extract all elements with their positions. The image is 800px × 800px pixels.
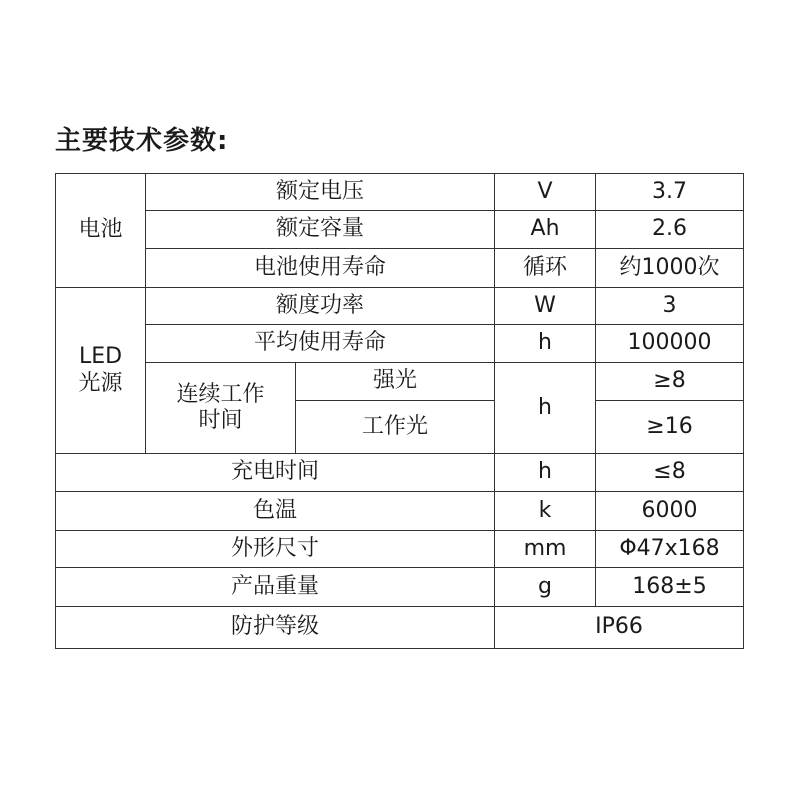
continuous-time-unit: h xyxy=(495,363,596,454)
average-life-label: 平均使用寿命 xyxy=(146,325,495,363)
continuous-time-label xyxy=(146,363,296,454)
rated-voltage-value: 3.7 xyxy=(596,174,744,211)
weight-value: 168±5 xyxy=(596,568,744,607)
battery-life-unit: 循环 xyxy=(495,249,596,288)
led-group-cell xyxy=(56,288,146,454)
charge-time-unit: h xyxy=(495,454,596,492)
spec-table xyxy=(55,173,744,649)
continuous-time-line1: 连续工作 xyxy=(176,381,265,407)
rated-voltage-label: 额定电压 xyxy=(146,174,495,211)
table-row xyxy=(56,249,744,288)
dimensions-label: 外形尺寸 xyxy=(56,531,495,568)
work-light-value: ≥16 xyxy=(596,401,744,454)
work-light-label: 工作光 xyxy=(296,401,495,454)
protection-value: IP66 xyxy=(495,607,744,649)
table-row xyxy=(56,325,744,363)
table-row xyxy=(56,607,744,649)
page-title: 主要技术参数: xyxy=(55,126,229,156)
battery-group-cell: 电池 xyxy=(56,174,146,288)
table-row xyxy=(56,288,744,325)
weight-label: 产品重量 xyxy=(56,568,495,607)
table-row xyxy=(56,492,744,531)
continuous-time-line2: 时间 xyxy=(198,408,243,433)
led-group-line2: 光源 xyxy=(78,370,123,396)
battery-life-value: 约1000次 xyxy=(596,249,744,288)
strong-light-label: 强光 xyxy=(296,363,495,401)
weight-unit: g xyxy=(495,568,596,607)
rated-power-label: 额度功率 xyxy=(146,288,495,325)
table-row xyxy=(56,568,744,607)
rated-power-value: 3 xyxy=(596,288,744,325)
dimensions-unit: mm xyxy=(495,531,596,568)
table-row xyxy=(56,363,744,401)
charge-time-value: ≤8 xyxy=(596,454,744,492)
table-row xyxy=(56,531,744,568)
average-life-value: 100000 xyxy=(596,325,744,363)
led-group-line1: LED xyxy=(78,344,123,370)
table-row xyxy=(56,211,744,249)
strong-light-value: ≥8 xyxy=(596,363,744,401)
protection-label: 防护等级 xyxy=(56,607,495,649)
battery-life-label: 电池使用寿命 xyxy=(146,249,495,288)
table-row xyxy=(56,174,744,211)
rated-capacity-label: 额定容量 xyxy=(146,211,495,249)
average-life-unit: h xyxy=(495,325,596,363)
color-temp-label: 色温 xyxy=(56,492,495,531)
table-row xyxy=(56,454,744,492)
color-temp-unit: k xyxy=(495,492,596,531)
rated-voltage-unit: V xyxy=(495,174,596,211)
dimensions-value: Φ47x168 xyxy=(596,531,744,568)
rated-power-unit: W xyxy=(495,288,596,325)
rated-capacity-unit: Ah xyxy=(495,211,596,249)
rated-capacity-value: 2.6 xyxy=(596,211,744,249)
color-temp-value: 6000 xyxy=(596,492,744,531)
charge-time-label: 充电时间 xyxy=(56,454,495,492)
